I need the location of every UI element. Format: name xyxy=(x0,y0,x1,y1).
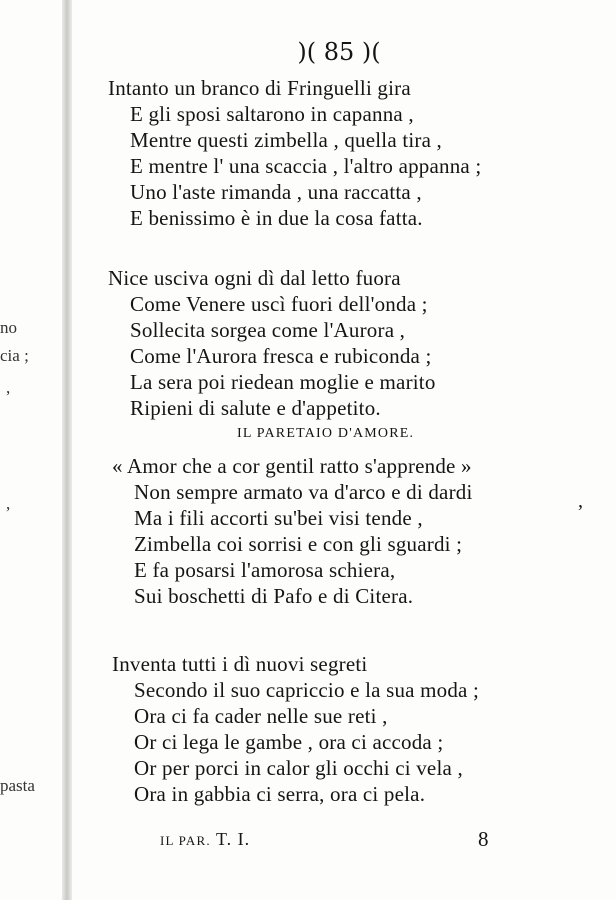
trailing-comma: , xyxy=(578,490,583,512)
verse-line: Zimbella coi sorrisi e con gli sguardi ; xyxy=(134,532,463,556)
verse-line: Secondo il suo capriccio e la sua moda ; xyxy=(134,678,480,702)
signature-prefix: IL PAR. xyxy=(160,833,211,848)
verse-line: Come l'Aurora fresca e rubiconda ; xyxy=(130,344,432,368)
verse-line: Sui boschetti di Pafo e di Citera. xyxy=(134,584,414,608)
verse-line: La sera poi riedean moglie e marito xyxy=(130,370,436,394)
verse-line: Mentre questi zimbella , quella tira , xyxy=(130,128,442,152)
verse-line: Uno l'aste rimanda , una raccatta , xyxy=(130,180,422,204)
verse-line: Sollecita sorgea come l'Aurora , xyxy=(130,318,406,342)
signature-suffix: T. I. xyxy=(215,829,251,849)
margin-bleed-text: , xyxy=(6,494,11,513)
verse-line: Non sempre armato va d'arco e di dardi xyxy=(134,480,473,504)
verse-line: Ora in gabbia ci serra, ora ci pela. xyxy=(134,782,426,806)
margin-bleed-text: no xyxy=(0,318,17,337)
section-title: IL PARETAIO D'AMORE. xyxy=(237,426,415,441)
verse-line: Or ci lega le gambe , ora ci accoda ; xyxy=(134,730,444,754)
verse-line: Or per porci in calor gli occhi ci vela , xyxy=(134,756,463,780)
verse-line: « Amor che a cor gentil ratto s'apprende » xyxy=(112,454,472,478)
verse-line: E gli sposi saltarono in capanna , xyxy=(130,102,414,126)
page-header: )( 85 )( xyxy=(297,38,381,66)
margin-bleed-text: pasta xyxy=(0,776,35,795)
verse-line: Come Venere uscì fuori dell'onda ; xyxy=(130,292,428,316)
verse-line: E mentre l' una scaccia , l'altro appanna ; xyxy=(130,154,482,178)
page-number: 8 xyxy=(478,827,489,851)
signature-mark xyxy=(160,829,250,850)
verse-line: Ora ci fa cader nelle sue reti , xyxy=(134,704,388,728)
verse-line: Inventa tutti i dì nuovi segreti xyxy=(112,652,368,676)
verse-line: E benissimo è in due la cosa fatta. xyxy=(130,206,423,230)
margin-bleed-text: cia ; xyxy=(0,346,29,365)
page-gutter-shadow xyxy=(62,0,72,900)
margin-bleed-text: , xyxy=(6,378,11,397)
verse-line: Ripieni di salute e d'appetito. xyxy=(130,396,381,420)
verse-line: E fa posarsi l'amorosa schiera, xyxy=(134,558,396,582)
verse-line: Nice usciva ogni dì dal letto fuora xyxy=(108,266,401,290)
verse-line: Ma i fili accorti su'bei visi tende , xyxy=(134,506,423,530)
verse-line: Intanto un branco di Fringuelli gira xyxy=(108,76,411,100)
